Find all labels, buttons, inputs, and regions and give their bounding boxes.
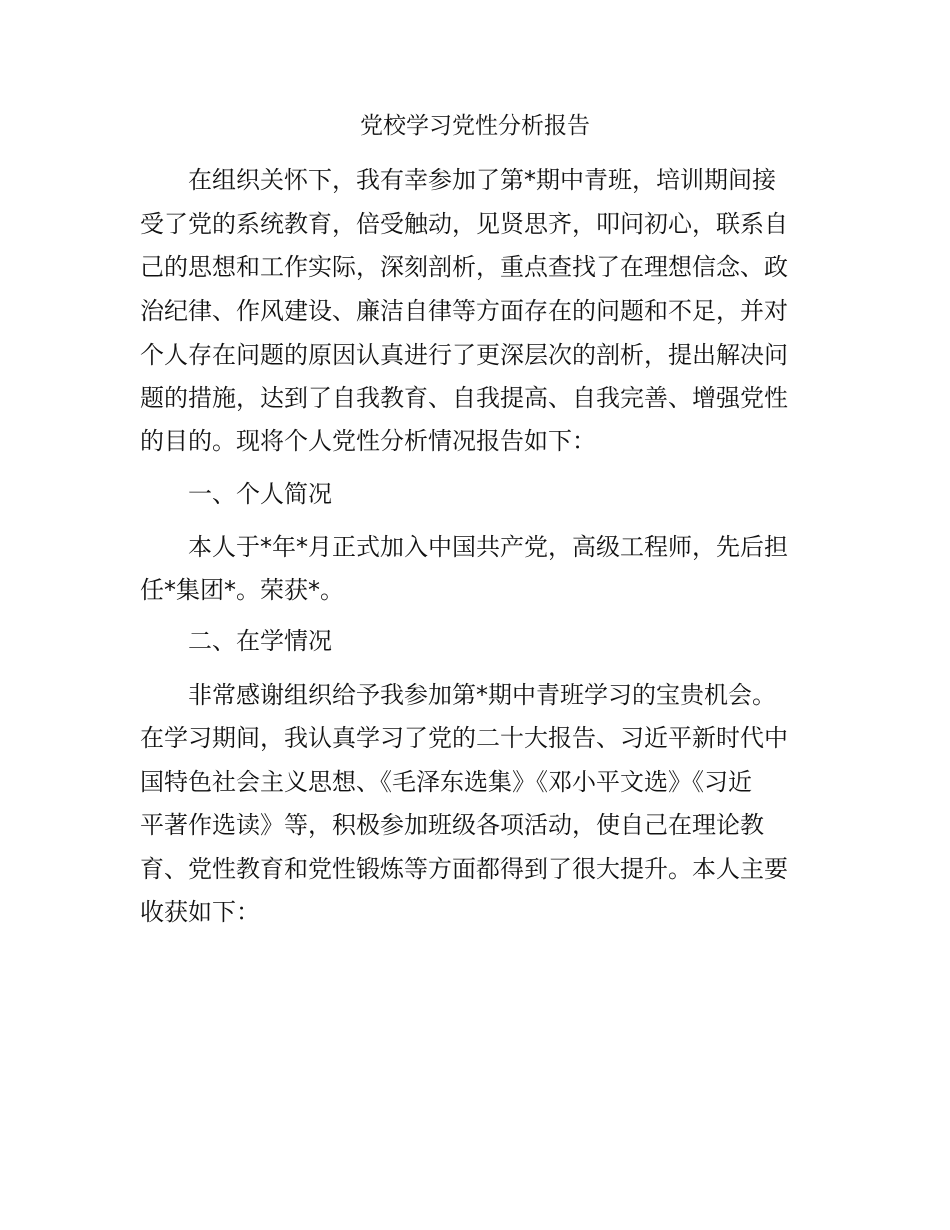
section2-line: 收获如下：: [140, 898, 260, 926]
intro-line: 己的思想和工作实际，深刻剖析，重点查找了在理想信念、政: [140, 253, 788, 281]
section2-line: 育、党性教育和党性锻炼等方面都得到了很大提升。本人主要: [140, 855, 788, 883]
intro-line: 治纪律、作风建设、廉洁自律等方面存在的问题和不足，并对: [140, 297, 788, 325]
section2-line: 非常感谢组织给予我参加第*期中青班学习的宝贵机会。: [188, 681, 776, 709]
section-heading-study-status: 二、在学情况: [188, 627, 332, 655]
section-heading-personal-profile: 一、个人简况: [188, 480, 332, 508]
section1-line: 任*集团*。荣获*。: [140, 576, 344, 604]
section2-line: 平著作选读》等，积极参加班级各项活动，使自己在理论教: [140, 811, 764, 839]
intro-line: 个人存在问题的原因认真进行了更深层次的剖析，提出解决问: [140, 341, 788, 369]
intro-line: 在组织关怀下，我有幸参加了第*期中青班，培训期间接: [188, 166, 776, 194]
document-title: 党校学习党性分析报告: [360, 113, 590, 139]
section2-line: 国特色社会主义思想、《毛泽东选集》《邓小平文选》《习近: [140, 768, 752, 796]
section1-line: 本人于*年*月正式加入中国共产党，高级工程师，先后担: [188, 533, 788, 561]
intro-line: 题的措施，达到了自我教育、自我提高、自我完善、增强党性: [140, 384, 788, 412]
section2-line: 在学习期间，我认真学习了党的二十大报告、习近平新时代中: [140, 724, 788, 752]
intro-line: 受了党的系统教育，倍受触动，见贤思齐，叩问初心，联系自: [140, 210, 788, 238]
intro-line: 的目的。现将个人党性分析情况报告如下：: [140, 427, 596, 455]
